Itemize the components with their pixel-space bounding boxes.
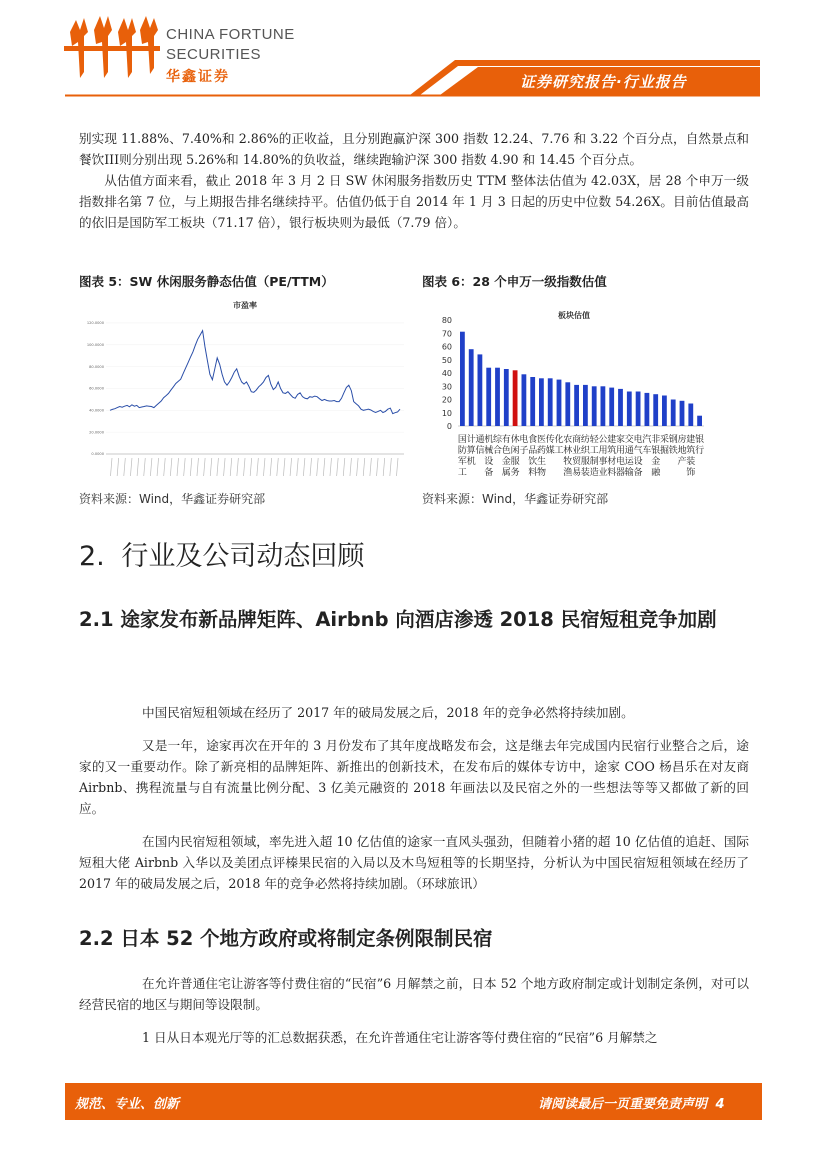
figure6-category-label: 电子 <box>519 435 529 456</box>
figure6-category-label: 化工 <box>554 435 564 456</box>
figure5-y-tick-label: 60.0000 <box>89 386 104 391</box>
figure6-caption: 图表 6：28 个申万一级指数估值 <box>422 274 607 289</box>
figure6-category-label: 公用事业 <box>598 435 608 478</box>
figure6-bar-chart <box>422 296 712 478</box>
section2-2-paragraph-1: 在允许普通住宅让游客等付费住宿的“民宿”6 月解禁之前，日本 52 个地方政府制定或计划制定条例，对可以经营民宿的地区与期间等设限制。 <box>79 976 749 1012</box>
figure6-category-label: 钢铁 <box>668 435 678 456</box>
figure6-bar <box>671 400 676 427</box>
figure6-bar <box>618 389 623 426</box>
figure6-category-label: 轻工制造 <box>589 435 599 478</box>
figure6-bar <box>486 368 491 426</box>
footer-notice-text: 请阅读最后一页重要免责声明 <box>538 1097 708 1112</box>
logo-chinese: 华鑫证券 <box>166 69 230 85</box>
section2-1-body <box>79 702 749 894</box>
logo-english-line2: SECURITIES <box>166 46 262 63</box>
figure6-bar <box>688 404 693 427</box>
figure5-y-tick-label: 20.0000 <box>89 430 104 435</box>
figure6-bar <box>680 401 685 426</box>
figure6-bar <box>504 369 509 426</box>
figure6-y-tick-label: 80 <box>441 316 452 325</box>
figure6-category-label: 机械设备 <box>484 435 494 478</box>
figure6-bar <box>583 385 588 426</box>
figure6-bar <box>460 332 465 426</box>
figure6-bar <box>636 392 641 427</box>
figure6-bar <box>653 394 658 426</box>
figure6-bar <box>565 382 570 426</box>
figure6-bar <box>478 354 483 426</box>
figure6-category-label: 家用电器 <box>615 435 626 478</box>
figure6-bar <box>469 349 474 426</box>
figure6-category-label: 食品饮料 <box>528 435 538 478</box>
figure6-y-tick-label: 10 <box>441 408 452 418</box>
figure6-category-label: 休闲服务 <box>510 435 520 478</box>
figure5-y-tick-label: 100.0000 <box>86 342 104 347</box>
figure6-category-label: 商业贸易 <box>572 435 582 478</box>
figure6-category-label: 电气设备 <box>633 435 643 478</box>
intro-paragraph-1: 别实现 11.88%、7.40%和 2.86%的正收益，且分别跑赢沪深 300 指数 12.24、7.76 和 3.22 个百分点，自然景点和餐饮III则分别出现 5.26%和 14.80%的负收益，继续跑输沪深 300 指数 4.90 和 14.45 个百分点。 <box>79 131 749 167</box>
figure6-bar <box>601 386 606 426</box>
figure6-chart-title: 板块估值 <box>558 311 590 320</box>
figure6-y-tick-label: 70 <box>441 329 452 339</box>
figure5-y-tick-label: 40.0000 <box>89 408 104 413</box>
section2-1-heading: 2.1 途家发布新品牌矩阵、Airbnb 向酒店渗透 2018 民宿短租竞争加剧 <box>79 608 717 631</box>
figure6-bar <box>513 370 518 426</box>
figure6-category-label: 医药生物 <box>536 435 547 478</box>
figure5-y-tick-label: 120.0000 <box>86 321 104 326</box>
figure6-category-label: 非银金融 <box>651 435 661 478</box>
section2-heading <box>79 534 364 573</box>
intro-paragraph-2: 从估值方面来看，截止 2018 年 3 月 2 日 SW 休闲服务指数历史 TTM 整体法估值为 42.03X，居 28 个申万一级指数排名第 7 位，与上期报告排名继续持平。估值仍低于自 2014 年 1 月 3 日起的历史中位数 54.26X。目前估值最高的依旧是国防军工板块（71.17 倍），银行板块则为最低（7.79 倍）。 <box>79 173 749 230</box>
footer-disclaimer-notice <box>538 1093 725 1112</box>
figure5-source: 资料来源：Wind，华鑫证券研究部 <box>79 492 266 506</box>
figure6-category-label: 国防军工 <box>457 435 467 478</box>
figure6-category-label: 建筑装饰 <box>686 435 696 478</box>
figure5-line-chart <box>80 296 410 482</box>
section2-1-paragraph-2: 又是一年，途家再次在开年的 3 月份发布了其年度战略发布会，这是继去年完成国内民宿行业整合之后，途家的又一重要动作。除了新亮相的品牌矩阵、新推出的创新技术，在发布后的媒体专访中，途家 COO 杨昌乐在对友商 Airbnb、携程流量与自有流量比例分配、3 亿美元融资的 2018 年画法以及民宿之外的一些想法等等又都做了新的回应。 <box>79 738 749 816</box>
intro-text <box>79 128 749 233</box>
figure6-bar <box>592 386 597 426</box>
section2-2-heading: 2.2 日本 52 个地方政府或将制定条例限制民宿 <box>79 927 493 950</box>
figure6-category-label: 纺织服装 <box>580 435 590 478</box>
figure6-bar <box>522 374 527 426</box>
figure5-y-tick-label: 0.0000 <box>91 452 104 457</box>
header-band <box>0 0 827 100</box>
page-number: 4 <box>715 1097 725 1112</box>
figure6-category-label: 交通运输 <box>624 435 634 478</box>
figure6-bar <box>557 380 562 426</box>
figure6-y-tick-label: 0 <box>446 422 452 431</box>
section2-title: 行业及公司动态回顾 <box>121 541 365 572</box>
figure6-bar <box>539 378 544 426</box>
figure6-y-tick-label: 60 <box>441 342 452 352</box>
figure6-category-label: 计算机 <box>466 435 476 467</box>
figure6-bar <box>548 378 553 426</box>
figure6-bar <box>627 392 632 427</box>
figure6-y-tick-label: 40 <box>441 369 452 378</box>
figure6-category-label: 银行 <box>695 435 705 456</box>
figure6-bar <box>574 385 579 426</box>
section2-2-paragraph-2: 1 日从日本观光厅等的汇总数据获悉，在允许普通住宅让游客等付费住宿的“民宿”6 月解禁之 <box>142 1030 658 1045</box>
footer-slogan: 规范、专业、创新 <box>75 1097 180 1112</box>
figure6-source: 资料来源：Wind，华鑫证券研究部 <box>422 492 609 506</box>
figure6-bar <box>530 377 535 426</box>
figure6-y-tick-label: 30 <box>441 382 452 392</box>
header <box>0 0 827 100</box>
figure6-category-label: 通信 <box>475 435 485 456</box>
figure5-y-tick-label: 80.0000 <box>89 364 104 369</box>
figure6-y-tick-label: 50 <box>441 355 452 365</box>
report-type-label: 证券研究报告·行业报告 <box>520 73 687 91</box>
figure5-caption: 图表 5：SW 休闲服务静态估值（PE/TTM） <box>79 274 334 289</box>
section2-2-body <box>79 973 749 1048</box>
section2-number: 2. <box>79 541 105 572</box>
figure6-bar <box>662 396 667 427</box>
figure6-category-label: 建筑材料 <box>607 435 617 478</box>
figure6-category-label: 采掘 <box>659 435 670 456</box>
figure6-category-label: 房地产 <box>677 435 687 467</box>
figure6-category-label: 综合 <box>492 435 503 456</box>
figure6-category-label: 传媒 <box>545 435 555 456</box>
section2-1-paragraph-1: 中国民宿短租领域在经历了 2017 年的破局发展之后，2018 年的竞争必然将持续加剧。 <box>142 705 634 720</box>
figure6-bar <box>609 388 614 426</box>
figure6-bar <box>645 393 650 426</box>
logo-english-line1: CHINA FORTUNE <box>166 26 295 43</box>
figure5-chart-title: 市盈率 <box>233 301 257 310</box>
section2-1-paragraph-3: 在国内民宿短租领域，率先进入超 10 亿估值的途家一直风头强劲，但随着小猪的超 10 亿估值的追赶、国际短租大佬 Airbnb 入华以及美团点评榛果民宿的入局以及木鸟短租等的长期坚持，分析认为中国民宿短租领域在经历了 2017 年的破局发展之后，2018 年的竞争必然将持续加剧。（环球旅讯） <box>79 834 749 891</box>
figure6-bar <box>697 416 702 426</box>
figure6-category-label: 农林牧渔 <box>563 435 573 478</box>
figure6-category-label: 汽车 <box>642 435 652 456</box>
figure6-bar <box>495 368 500 426</box>
figure6-category-label: 有色金属 <box>501 435 511 478</box>
figure6-y-tick-label: 20 <box>441 395 452 405</box>
